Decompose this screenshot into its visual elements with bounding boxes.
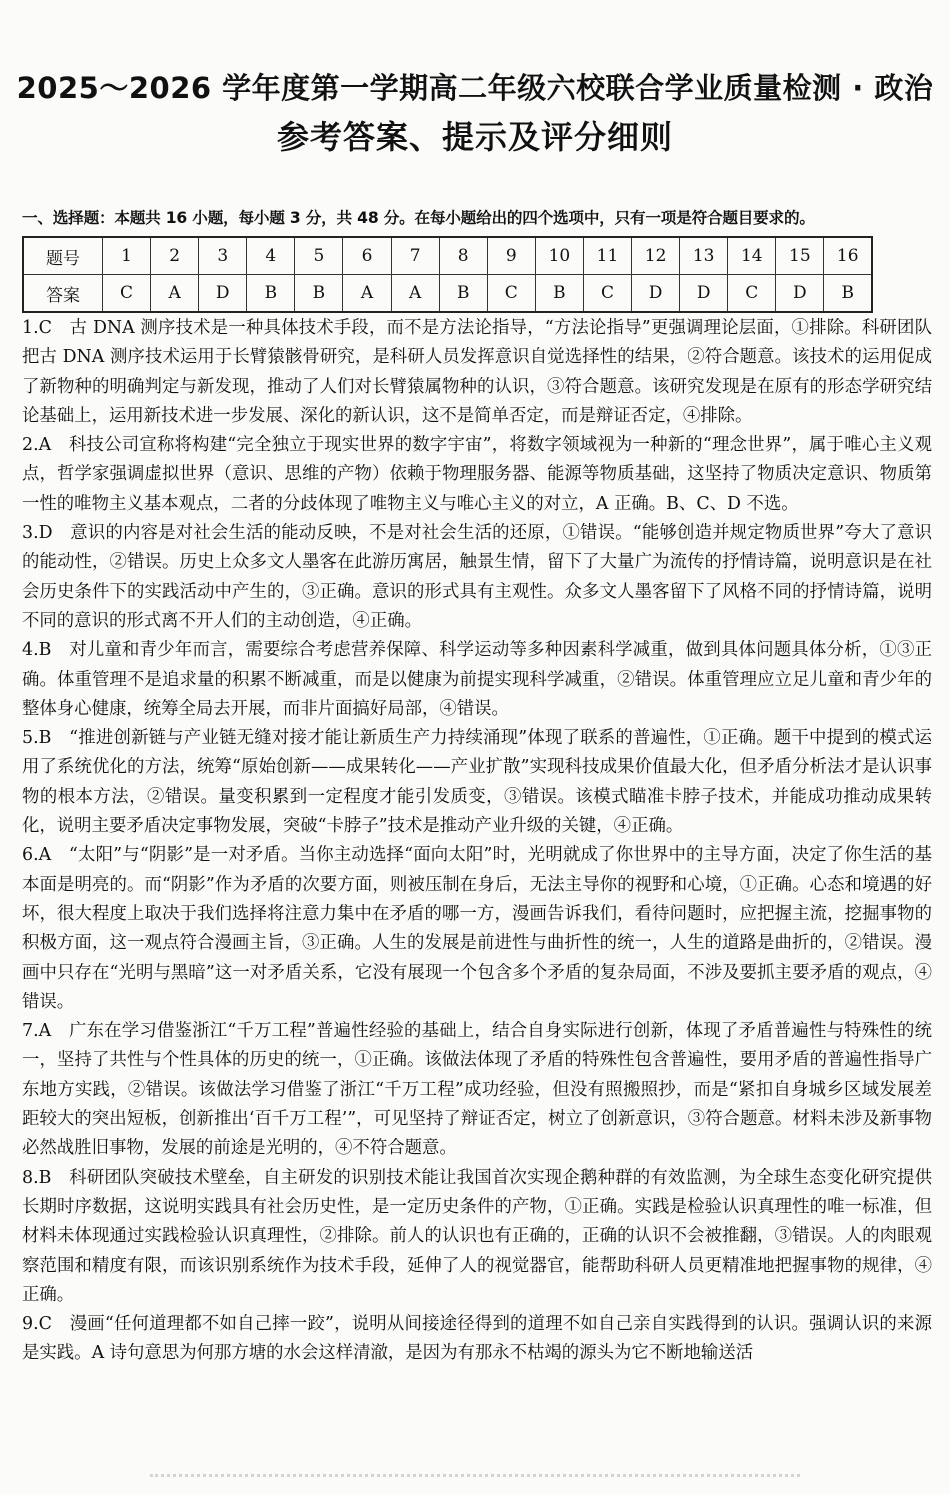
answer-row xyxy=(23,275,872,313)
document-subtitle: 参考答案、提示及评分细则 xyxy=(276,118,673,156)
explanation-item: 2.A 科技公司宣称将构建“完全独立于现实世界的数字宇宙”，将数字领域视为一种新的“理念世界”，属于唯心主义观点，哲学家强调虚拟世界（意识、思维的产物）依赖于物理服务器、能源等物质基础，这坚持了物质决定意识、物质第一性的唯物主义基本观点，二者的分歧体现了唯物主义与唯心主义的对立，A 正确。B、C、D 不选。 xyxy=(22,435,932,514)
question-number: 7 xyxy=(391,237,439,275)
question-number: 6 xyxy=(343,237,391,275)
answer-cell: A xyxy=(343,275,391,313)
explanation-item: 3.D 意识的内容是对社会生活的能动反映，不是对社会生活的还原，①错误。“能够创造并规定物质世界”夸大了意识的能动性，②错误。历史上众多文人墨客在此游历寓居，触景生情，留下了大量广为流传的抒情诗篇，说明意识是在社会历史条件下的实践活动中产生的，③正确。意识的形式具有主观性。众多文人墨客留下了风格不同的抒情诗篇，说明不同的意识的形式离不开人们的主动创造，④正确。 xyxy=(22,523,932,631)
explanation-item: 5.B “推进创新链与产业链无缝对接才能让新质生产力持续涌现”体现了联系的普遍性，①正确。题干中提到的模式运用了系统优化的方法，统筹“原始创新——成果转化——产业扩散”实现科技成果价值最大化，但矛盾分析法才是认识事物的根本方法，②错误。量变积累到一定程度才能引发质变，③错误。该模式瞄准卡脖子技术，并能成功推动成果转化，说明主要矛盾决定事物发展，突破“卡脖子”技术是推动产业升级的关键，④正确。 xyxy=(22,728,932,837)
answer-cell: D xyxy=(776,275,824,313)
question-number: 8 xyxy=(439,237,487,275)
explanation-item: 9.C 漫画“任何道理都不如自己摔一跤”，说明从间接途径得到的道理不如自己亲自实践得到的认识。强调认识的来源是实践。A 诗句意思为何那方塘的水会这样清澈，是因为有那永不枯竭的源头为它不断地输送活 xyxy=(22,1314,932,1364)
explanation-item: 8.B 科研团队突破技术壁垒，自主研发的识别技术能让我国首次实现企鹅种群的有效监测，为全球生态变化研究提供长期时序数据，这说明实践具有社会历史性，是一定历史条件的产物，①正确。实践是检验认识真理性的唯一标准，但材料未体现通过实践检验认识真理性，②排除。前人的认识也有正确的，正确的认识不会被推翻，③错误。人的肉眼观察范围和精度有限，而该识别系统作为技术手段，延伸了人的视觉器官，能帮助科研人员更精准地把握事物的规律，④正确。 xyxy=(22,1167,932,1305)
answer-cell: D xyxy=(199,275,247,313)
explanations xyxy=(22,314,932,1369)
question-number: 16 xyxy=(824,237,872,275)
answer-cell: D xyxy=(680,275,728,313)
row-label-answer: 答案 xyxy=(23,275,103,313)
answer-cell: B xyxy=(247,275,295,313)
answer-cell: D xyxy=(632,275,680,313)
explanation-item: 6.A “太阳”与“阴影”是一对矛盾。当你主动选择“面向太阳”时，光明就成了你世界中的主导方面，决定了你生活的基本面是明亮的。而“阴影”作为矛盾的次要方面，则被压制在身后，无法主导你的视野和心境，①正确。心态和境遇的好坏，很大程度上取决于我们选择将注意力集中在矛盾的哪一方，漫画告诉我们，看待问题时，应把握主流，挖掘事物的积极方面，这一观点符合漫画主旨，③正确。人生的发展是前进性与曲折性的统一，人生的道路是曲折的，②错误。漫画中只存在“光明与黑暗”这一对矛盾关系，它没有展现一个包含多个矛盾的复杂局面，不涉及要抓主要矛盾的观点，④错误。 xyxy=(22,845,932,1012)
question-number: 5 xyxy=(295,237,343,275)
question-number: 11 xyxy=(583,237,631,275)
question-number: 4 xyxy=(247,237,295,275)
answer-cell: C xyxy=(583,275,631,313)
explanation-item: 7.A 广东在学习借鉴浙江“千万工程”普遍性经验的基础上，结合自身实际进行创新，体现了矛盾普遍性与特殊性的统一，坚持了共性与个性具体的历史的统一，①正确。该做法体现了矛盾的特殊性包含普遍性，要用矛盾的普遍性指导广东地方实践，②错误。该做法学习借鉴了浙江“千万工程”成功经验，但没有照搬照抄，而是“紧扣自身城乡区域发展差距较大的突出短板，创新推出‘百千万工程’”，可见坚持了辩证否定，树立了创新意识，③符合题意。材料未涉及新事物必然战胜旧事物，发展的前途是光明的，④不符合题意。 xyxy=(22,1021,932,1159)
question-number: 12 xyxy=(632,237,680,275)
answer-cell: B xyxy=(295,275,343,313)
answer-cell: B xyxy=(439,275,487,313)
answer-cell: A xyxy=(151,275,199,313)
question-number: 3 xyxy=(199,237,247,275)
explanation-item: 4.B 对儿童和青少年而言，需要综合考虑营养保障、科学运动等多种因素科学减重，做到具体问题具体分析，①③正确。体重管理不是追求量的积累不断减重，而是以健康为前提实现科学减重，②错误。体重管理应立足儿童和青少年的整体身心健康，统筹全局去开展，而非片面搞好局部，④错误。 xyxy=(22,640,932,719)
question-number: 15 xyxy=(776,237,824,275)
question-number: 13 xyxy=(680,237,728,275)
question-number: 1 xyxy=(103,237,151,275)
answer-cell: B xyxy=(535,275,583,313)
answer-cell: A xyxy=(391,275,439,313)
answer-cell: C xyxy=(728,275,776,313)
question-number: 14 xyxy=(728,237,776,275)
question-number: 10 xyxy=(535,237,583,275)
question-number-row xyxy=(23,237,872,275)
section-heading: 一、选择题：本题共 16 小题，每小题 3 分，共 48 分。在每小题给出的四个选项中，只有一项是符合题目要求的。 xyxy=(22,209,815,227)
answer-table xyxy=(22,236,873,313)
answer-cell: C xyxy=(103,275,151,313)
answer-cell: C xyxy=(487,275,535,313)
question-number: 9 xyxy=(487,237,535,275)
page-footer-smudge xyxy=(150,1474,800,1483)
question-number: 2 xyxy=(151,237,199,275)
document-title: 2025～2026 学年度第一学期高二年级六校联合学业质量检测 · 政治 xyxy=(16,71,934,105)
explanation-item: 1.C 古 DNA 测序技术是一种具体技术手段，而不是方法论指导，“方法论指导”更强调理论层面，①排除。科研团队把古 DNA 测序技术运用于长臂猿骸骨研究，是科研人员发挥意识自觉选择性的结果，②符合题意。该技术的运用促成了新物种的明确判定与新发现，推动了人们对长臂猿属物种的认识，③符合题意。该研究发现是在原有的形态学研究结论基础上，运用新技术进一步发展、深化的新认识，这不是简单否定，而是辩证否定，④排除。 xyxy=(22,318,932,426)
row-label-number: 题号 xyxy=(23,237,103,275)
answer-cell: B xyxy=(824,275,872,313)
